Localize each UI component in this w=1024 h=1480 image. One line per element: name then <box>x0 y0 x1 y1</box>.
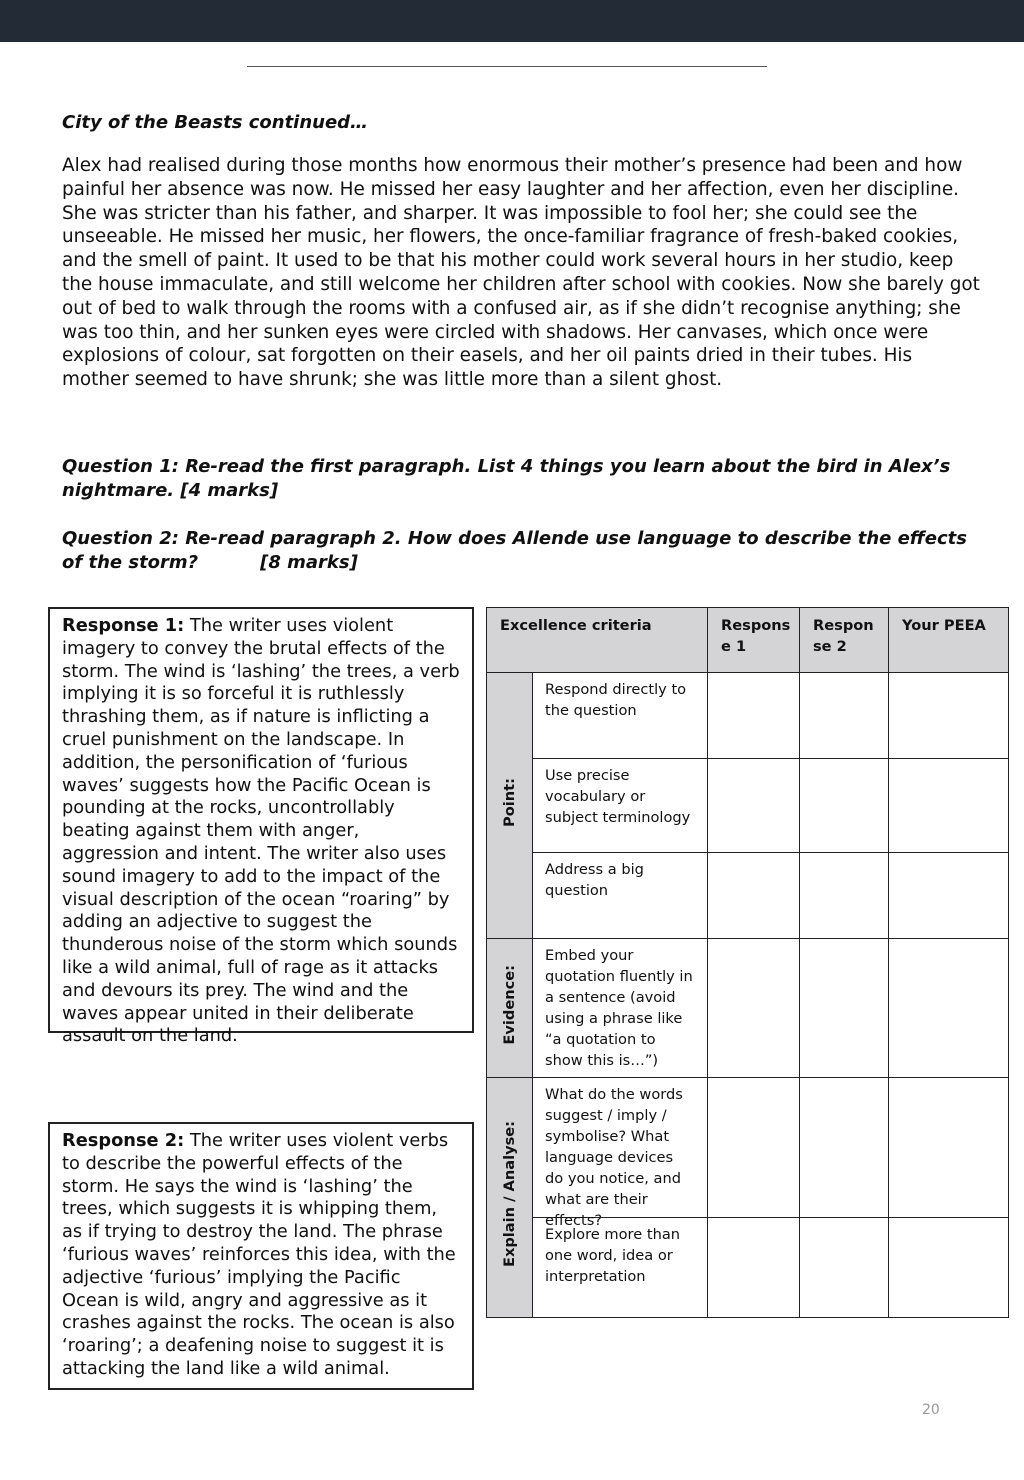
section-evidence <box>487 939 533 1078</box>
response-1-cell <box>708 673 800 759</box>
criterion-text: What do the words suggest / imply / symbolise? What language devices do you notice, and what are their effects? <box>545 1086 683 1229</box>
question-2 <box>62 527 992 575</box>
excellence-criteria-table <box>486 607 1009 1318</box>
response-2-cell <box>800 759 889 853</box>
peea-cell <box>889 673 1009 759</box>
response-1-box <box>48 607 474 1047</box>
top-header-bar <box>0 0 1024 42</box>
criterion-cell: Embed your quotation fluently in a sentence (avoid using a phrase like “a quotation to show this is…”) <box>533 939 708 1078</box>
response-2-cell <box>800 673 889 759</box>
header-response-2: Respon se 2 <box>800 608 889 673</box>
criterion-cell: Explore more than one word, idea or interpretation <box>533 1218 708 1318</box>
header-excellence-criteria: Excellence criteria <box>487 608 708 673</box>
header-rule <box>247 66 767 67</box>
criterion-cell <box>533 1078 708 1229</box>
section-evidence-label: Evidence: <box>501 965 518 1045</box>
section-explain <box>487 1078 533 1318</box>
section-explain-label: Explain / Analyse: <box>501 1121 518 1268</box>
criterion-cell: Use precise vocabulary or subject terminology <box>533 759 708 853</box>
question-1: Question 1: Re-read the first paragraph. List 4 things you learn about the bird in Alex’s nightmare. [4 marks] <box>62 456 951 501</box>
extract-passage: Alex had realised during those months how enormous their mother’s presence had been and how painful her absence was now. He missed her easy laughter and her affection, even her discipline. She was stricter than his father, and sharper. It was impossible to fool her; she could see the unseeable. He missed her music, her flowers, the once-familiar fragrance of fresh-baked cookies, and the smell of paint. It used to be that his mother could work several hours in her studio, keep the house immaculate, and still welcome her children after school with cookies. Now she barely got out of bed to walk through the rooms with a confused air, as if she didn’t recognise anything; she was too thin, and her sunken eyes were circled with shadows. Her canvases, which once were explosions of colour, sat forgotten on their easels, and her oil paints dried in their tubes. His mother seemed to have shrunk; she was little more than a silent ghost. <box>62 155 980 391</box>
table-row <box>487 673 1009 759</box>
response-2-cell <box>800 853 889 939</box>
peea-cell <box>889 759 1009 853</box>
response-1-cell <box>708 1078 800 1218</box>
response-2-text: The writer uses violent verbs to describe the powerful effects of the storm. He says the wind is ‘lashing’ the trees, which suggests it is whipping them, as if trying to destroy the land. The phrase ‘furious waves’ reinforces this idea, with the adjective ‘furious’ implying the Pacific Ocean is wild, angry and aggressive as it crashes against the rocks. The ocean is also ‘roaring’; a deafening noise to suggest it is attacking the land like a wild animal. <box>62 1130 456 1379</box>
criterion-cell: Respond directly to the question <box>533 673 708 759</box>
response-2-label: Response 2: <box>62 1130 185 1151</box>
response-2-cell <box>800 1078 889 1218</box>
response-2-box <box>48 1122 474 1390</box>
section-point <box>487 673 533 939</box>
header-your-peea: Your PEEA <box>889 608 1009 673</box>
question-2-text: Question 2: Re-read paragraph 2. How does Allende use language to describe the effects of the storm? <box>62 528 967 573</box>
table-row <box>487 759 1009 853</box>
response-1-cell <box>708 853 800 939</box>
peea-cell <box>889 1078 1009 1218</box>
response-1-text: The writer uses violent imagery to convey the brutal effects of the storm. The wind is ‘lashing’ the trees, a verb implying it is so forceful it is ruthlessly thrashing them, as if nature is inflicting a cruel punishment on the landscape. In addition, the personification of ‘furious waves’ suggests how the Pacific Ocean is pounding at the rocks, uncontrollably beating against them with anger, aggression and intent. The writer also uses sound imagery to add to the impact of the visual description of the ocean “roaring” by adding an adjective to suggest the thunderous noise of the storm which sounds like a wild animal, full of rage as it attacks and devours its prey. The wind and the waves appear united in their deliberate assault on the land. <box>62 615 460 1047</box>
table-row <box>487 1218 1009 1318</box>
header-response-1: Respons e 1 <box>708 608 800 673</box>
section-point-label: Point: <box>501 778 518 827</box>
extract-heading: City of the Beasts continued… <box>62 112 369 133</box>
peea-cell <box>889 1218 1009 1318</box>
table-header-row <box>487 608 1009 673</box>
peea-cell <box>889 853 1009 939</box>
table-row <box>487 1078 1009 1218</box>
page-number: 20 <box>922 1402 940 1418</box>
criterion-cell: Address a big question <box>533 853 708 939</box>
response-1-cell <box>708 759 800 853</box>
response-2-cell <box>800 939 889 1078</box>
response-1-cell <box>708 1218 800 1318</box>
response-2-cell <box>800 1218 889 1318</box>
table-row <box>487 939 1009 1078</box>
response-1-cell <box>708 939 800 1078</box>
question-2-marks: [8 marks] <box>260 552 358 573</box>
response-1-label: Response 1: <box>62 615 185 636</box>
peea-cell <box>889 939 1009 1078</box>
table-row <box>487 853 1009 939</box>
